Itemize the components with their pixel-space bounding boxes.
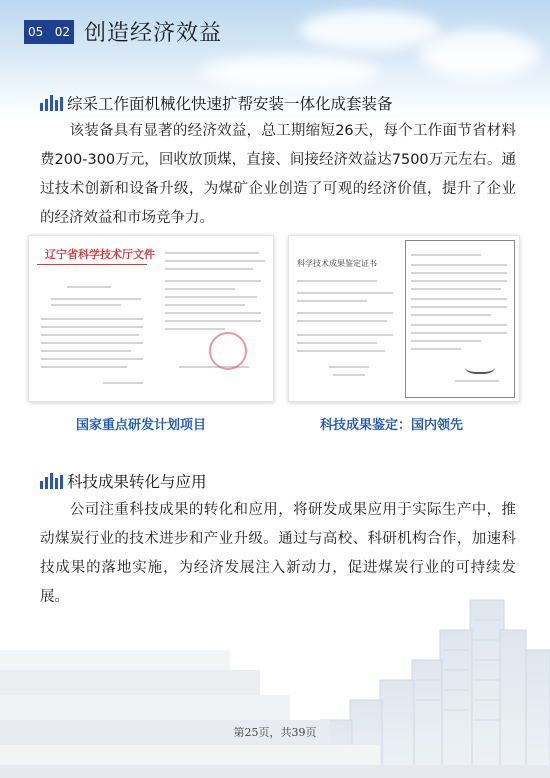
page-indicator: 第25页，共39页 bbox=[233, 726, 317, 739]
document-divider bbox=[37, 264, 147, 265]
footer-city-illustration bbox=[0, 560, 550, 778]
right-document-header: 科学技术成果鉴定证书 bbox=[297, 259, 377, 268]
section-major-number: 05 bbox=[28, 25, 44, 39]
equipment-paragraph: 该装备具有显著的经济效益，总工期缩短26天，每个工作面节省材料费200-300万元，回收放顶煤，直接、间接经济效益达7500万元左右。通过技术创新和设备升级，为煤矿企业创造了可观的经济价值，提升了企业的经济效益和市场竞争力。 bbox=[40, 123, 516, 226]
bar-chart-icon bbox=[40, 95, 63, 111]
page-title: 创造经济效益 bbox=[84, 21, 223, 46]
left-image-caption: 国家重点研发计划项目 bbox=[76, 418, 207, 433]
bar-chart-icon bbox=[40, 473, 63, 489]
section-number-tag bbox=[24, 20, 74, 44]
section-minor-number: 02 bbox=[54, 25, 70, 39]
red-seal-stamp bbox=[209, 332, 247, 370]
right-document-image bbox=[288, 235, 520, 402]
cloud-decoration bbox=[200, 55, 380, 90]
sub-heading-equipment bbox=[40, 92, 393, 114]
left-document-image bbox=[28, 235, 274, 402]
handwritten-signature bbox=[465, 358, 495, 374]
left-document-header: 辽宁省科学技术厅文件 bbox=[45, 248, 155, 261]
right-image-caption: 科技成果鉴定：国内领先 bbox=[320, 418, 464, 433]
sub-heading-transfer bbox=[40, 470, 207, 492]
transfer-paragraph: 公司注重科技成果的转化和应用，将研发成果应用于实际生产中，推动煤炭行业的技术进步和产业升级。通过与高校、科研机构合作，加速科技成果的落地实施，为经济发展注入新动力，促进煤炭行业的可持续发展。 bbox=[40, 502, 516, 605]
cloud-decoration bbox=[420, 30, 540, 80]
sub-heading-transfer-label: 科技成果转化与应用 bbox=[67, 473, 207, 491]
cloud-decoration bbox=[300, 10, 440, 50]
sub-heading-equipment-label: 综采工作面机械化快速扩帮安装一体化成套装备 bbox=[67, 95, 393, 113]
